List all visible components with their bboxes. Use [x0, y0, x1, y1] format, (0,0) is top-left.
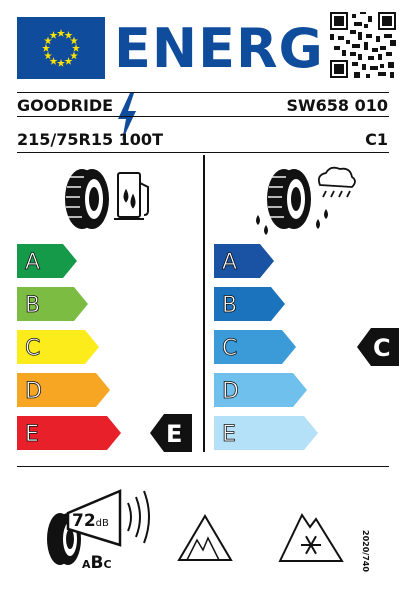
- noise-class-selected: B: [90, 553, 104, 573]
- fuel-efficiency-bar-label: C: [25, 336, 41, 361]
- noise-class-scale: [82, 553, 112, 573]
- supplier-name: GOODRIDE: [17, 96, 114, 115]
- wet-grip-bar-label: E: [222, 422, 236, 447]
- fuel-efficiency-bar-label: B: [25, 293, 41, 318]
- wet-grip-bar-label: D: [222, 379, 239, 404]
- fuel-efficiency-bar-label: E: [25, 422, 39, 447]
- tyre-size: 215/75R15 100T: [17, 130, 163, 149]
- wet-grip-bar-label: C: [222, 336, 238, 361]
- tyre-class: C1: [365, 130, 388, 149]
- fuel-efficiency-bar-label: A: [25, 250, 41, 275]
- fuel-efficiency-bar-label: D: [25, 379, 42, 404]
- regulation-number: 2020/740: [361, 530, 370, 572]
- noise-class: A: [82, 558, 91, 571]
- wet-grip-bar-label: A: [222, 250, 238, 275]
- divider: [17, 466, 389, 467]
- wet-grip-rating-label: C: [373, 334, 391, 362]
- energy-label-title: ENERG: [114, 14, 324, 84]
- tyre-model: SW658 010: [286, 96, 388, 115]
- noise-unit: dB: [95, 518, 109, 529]
- wet-grip-bar-label: B: [222, 293, 238, 318]
- fuel-efficiency-rating-label: E: [166, 420, 183, 448]
- noise-value: 72dB: [72, 511, 109, 531]
- three-peak-mountain-icon: [175, 510, 235, 570]
- mountain-snowflake-icon: [276, 505, 346, 571]
- noise-class: C: [103, 558, 112, 571]
